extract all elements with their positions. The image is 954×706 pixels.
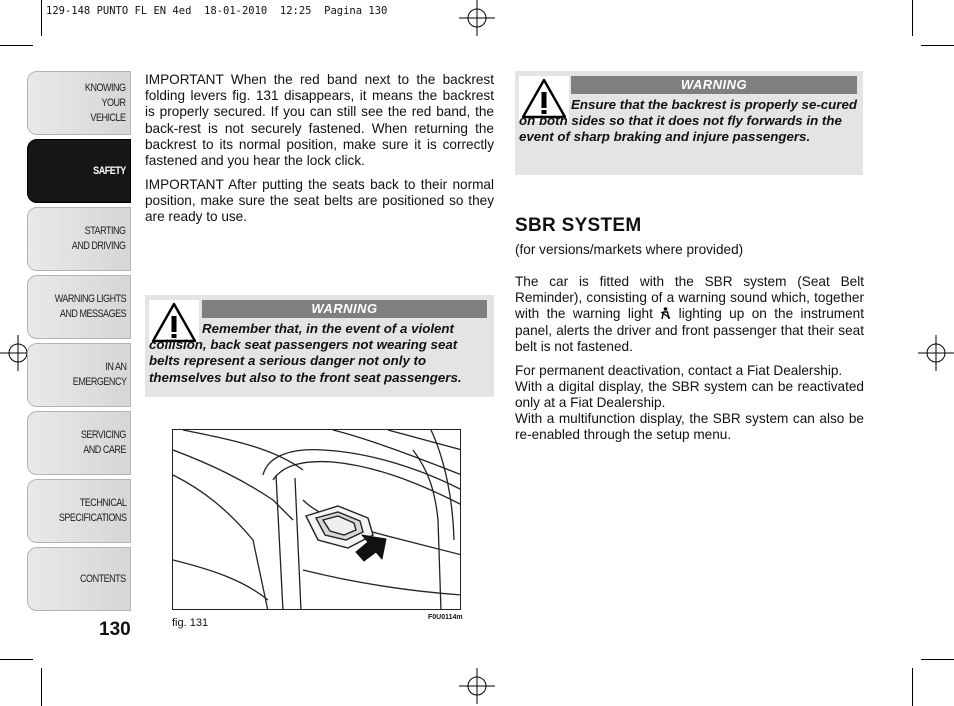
registration-mark-icon [918, 335, 954, 371]
backrest-lever-illustration [173, 430, 461, 610]
tab-technical-specifications[interactable] [27, 479, 131, 543]
section-heading: SBR SYSTEM [515, 215, 642, 236]
warning-box-right [515, 71, 863, 175]
tab-servicing-and-care[interactable] [27, 411, 131, 475]
tab-label: TECHNICAL SPECIFICATIONS [58, 497, 126, 524]
tab-safety[interactable] [27, 139, 131, 203]
important-paragraph-1: IMPORTANT When the red band next to the backrest folding levers fig. 131 disappears, it means the backrest is properly secured. If you can still see the red band, the back-rest is not securely fastened. When returning the backrest to its normal position, make sure it is correctly fastened and you hear the lock click. [145, 72, 494, 169]
page-number: 130 [99, 619, 131, 640]
registration-mark-icon [459, 0, 495, 36]
tab-contents[interactable] [27, 547, 131, 611]
tab-in-an-emergency[interactable] [27, 343, 131, 407]
print-slug: 129-148 PUNTO FL EN 4ed 18-01-2010 12:25 Pagina 130 [46, 5, 388, 17]
tab-label: SAFETY [93, 164, 126, 177]
tab-warning-lights[interactable] [27, 275, 131, 339]
crop-mark [0, 45, 33, 46]
figure-131 [172, 429, 461, 610]
sbr-paragraph-3: With a digital display, the SBR system can be reactivated only at a Fiat Dealership. [515, 379, 864, 411]
crop-mark [41, 0, 42, 36]
sbr-paragraph-1a: The car is fitted with the SBR system (Seat Belt Reminder), consisting of a warning sound which, together with the warning light [515, 274, 864, 322]
sbr-paragraph-4: With a multifunction display, the SBR system can also be re-enabled through the setup menu. [515, 411, 864, 443]
warning-box-left [145, 295, 494, 397]
crop-mark [912, 0, 913, 36]
crop-mark [41, 668, 42, 706]
tab-label: KNOWING YOUR VEHICLE [85, 81, 126, 124]
seat-belt-icon [660, 307, 671, 320]
registration-mark-icon [459, 668, 495, 704]
crop-mark [921, 659, 954, 660]
sbr-paragraph-2: For permanent deactivation, contact a Fiat Dealership. [515, 363, 843, 378]
tab-label: CONTENTS [80, 572, 126, 585]
warning-text: Ensure that the backrest is properly se-cured on both sides so that it does not fly forwards in the event of sharp braking and injure passengers. [519, 97, 857, 145]
warning-title: WARNING [571, 76, 857, 94]
tab-label: WARNING LIGHTS AND MESSAGES [54, 293, 126, 320]
tab-label: SERVICING AND CARE [80, 429, 126, 456]
figure-caption: fig. 131 [172, 617, 209, 629]
tab-knowing-your-vehicle[interactable] [27, 71, 131, 135]
tab-starting-and-driving[interactable] [27, 207, 131, 271]
crop-mark [921, 45, 954, 46]
sbr-paragraph-1b: lighting up on the instrument panel, alerts the driver and front passenger that their seat belt is not fastened. [515, 306, 864, 354]
warning-text: Remember that, in the event of a violent collision, back seat passengers not wearing seat belts represent a serious danger not only to themselves but also to the front seat passengers. [149, 321, 462, 385]
warning-title: WARNING [202, 300, 487, 318]
crop-mark [912, 668, 913, 706]
figure-code: F0U0114m [428, 614, 463, 621]
tab-label: IN AN EMERGENCY [72, 361, 126, 388]
important-paragraph-2: IMPORTANT After putting the seats back to their normal position, make sure the seat belts are positioned so they are ready to use. [145, 177, 494, 225]
sbr-paragraph-1 [515, 274, 864, 355]
tab-label: STARTING AND DRIVING [72, 225, 126, 252]
crop-mark [0, 659, 33, 660]
section-subheading: (for versions/markets where provided) [515, 242, 744, 257]
